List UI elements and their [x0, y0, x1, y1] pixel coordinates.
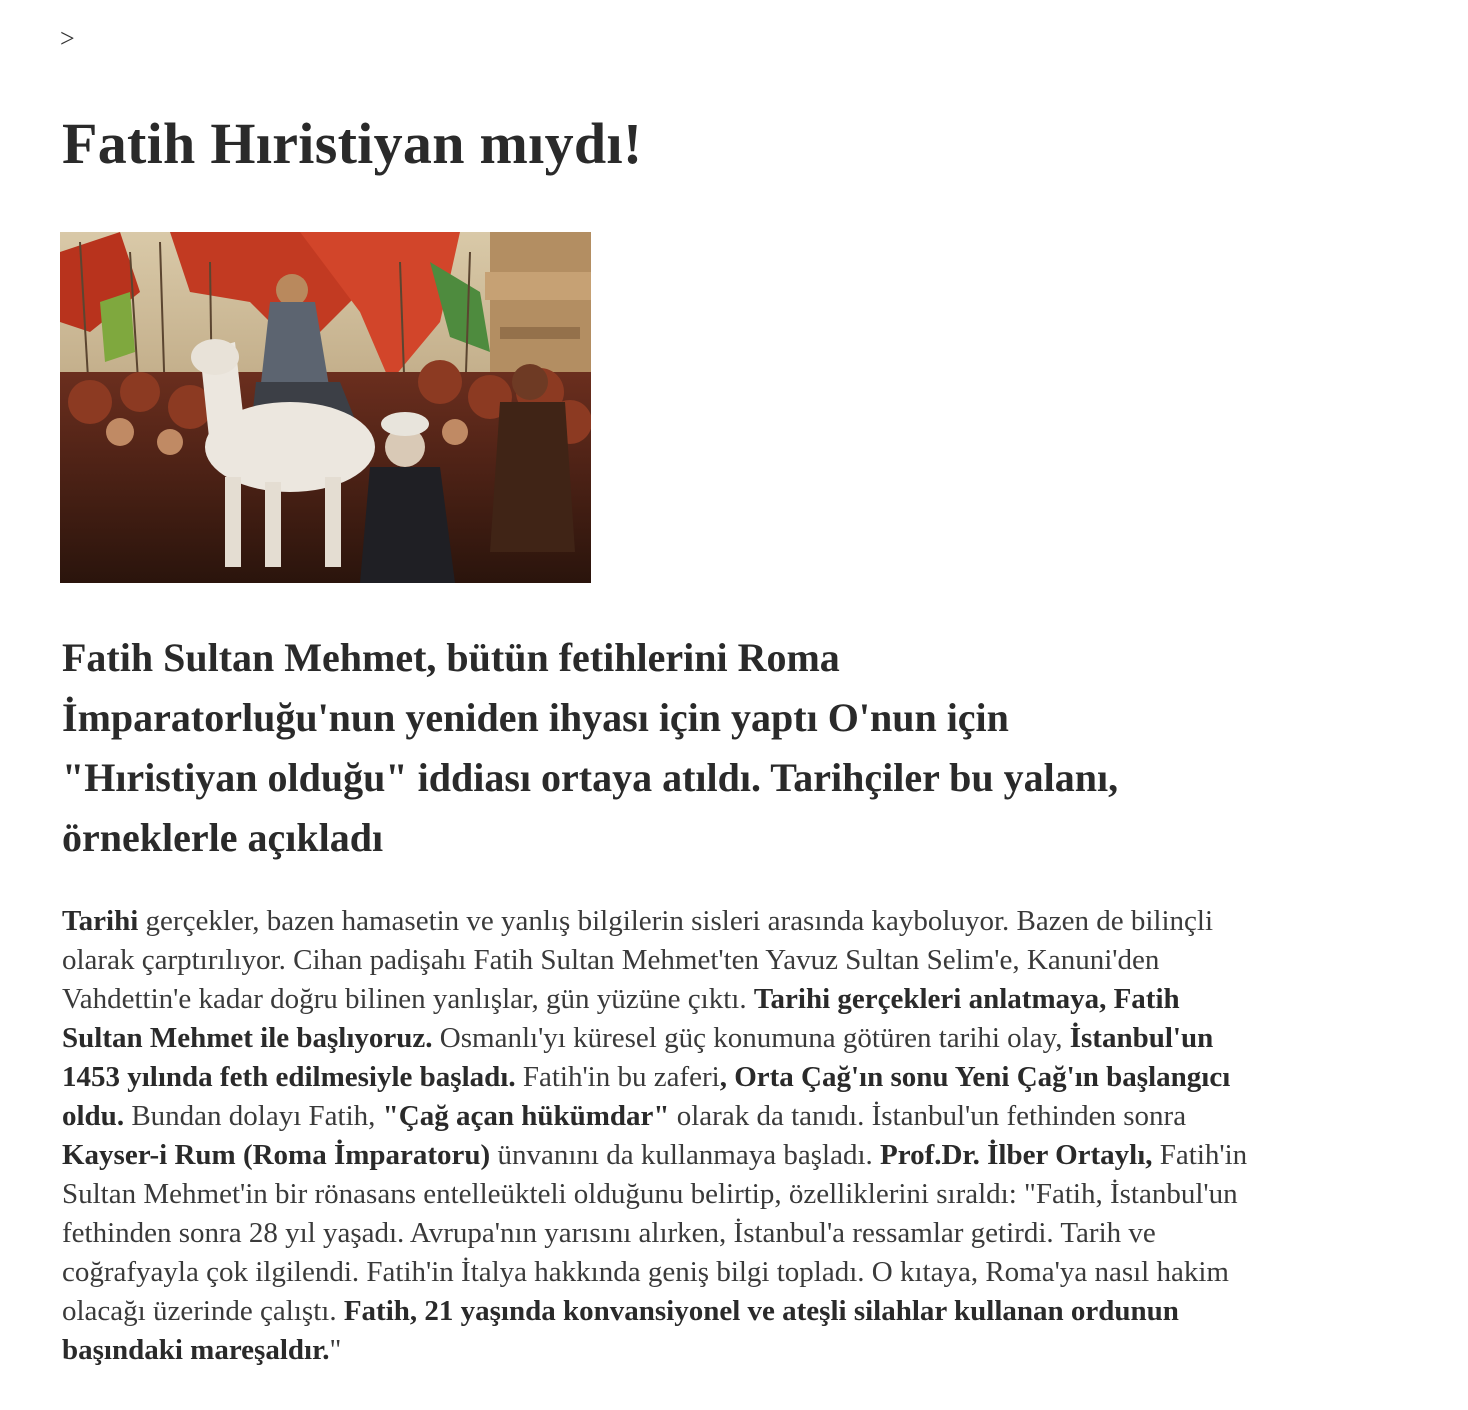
- body-text: Vahdettin'e kadar doğru bilinen yanlışlar, gün yüzüne çıktı.: [62, 983, 754, 1015]
- body-text: gerçekler, bazen hamasetin ve yanlış bilgilerin sisleri arasında kayboluyor. Bazen de bilinçli: [138, 905, 1213, 937]
- bold-text: İstanbul'un: [1069, 1022, 1214, 1054]
- article-body: [62, 902, 1434, 1370]
- bold-text: Fatih, 21 yaşında konvansiyonel ve ateşli silahlar kullanan ordunun: [343, 1295, 1179, 1327]
- body-text: Fatih'in: [1152, 1139, 1248, 1171]
- body-line: [62, 1175, 1434, 1214]
- body-line: [62, 1292, 1434, 1331]
- body-text: Sultan Mehmet'in bir rönasans entelleükteli olduğunu belirtip, özelliklerini sıraldı: "Fatih, İstanbul'un: [62, 1178, 1238, 1210]
- body-text: ünvanını da kullanmaya başladı.: [490, 1139, 881, 1171]
- subheading-line: "Hıristiyan olduğu" iddiası ortaya atıldı. Tarihçiler bu yalanı,: [62, 755, 1119, 800]
- bold-text: başındaki mareşaldır.: [62, 1334, 330, 1366]
- body-line: [62, 1253, 1434, 1292]
- body-line: [62, 1058, 1434, 1097]
- body-line: [62, 980, 1434, 1019]
- body-line: [62, 1136, 1434, 1175]
- body-text: Fatih'in bu zaferi: [515, 1061, 720, 1093]
- bold-text: Prof.Dr. İlber Ortaylı,: [880, 1139, 1153, 1171]
- body-line: [62, 1331, 1434, 1370]
- subheading-line: Fatih Sultan Mehmet, bütün fetihlerini Roma: [62, 635, 840, 680]
- body-line: [62, 1019, 1434, 1058]
- page-title: Fatih Hıristiyan mıydı!: [62, 111, 643, 176]
- body-line: [62, 1097, 1434, 1136]
- body-text: olarak da tanıdı. İstanbul'un fethinden sonra: [669, 1100, 1187, 1132]
- bold-text: Tarihi: [62, 905, 139, 937]
- body-line: [62, 902, 1434, 941]
- bold-text: Sultan Mehmet ile başlıyoruz.: [62, 1022, 433, 1054]
- bold-text: Tarihi gerçekleri anlatmaya, Fatih: [753, 983, 1180, 1015]
- article-hero-image: [60, 232, 591, 583]
- body-text: coğrafyayla çok ilgilendi. Fatih'in İtalya hakkında geniş bilgi topladı. O kıtaya, Roma'ya nasıl hakim: [62, 1256, 1229, 1288]
- body-line: [62, 1214, 1434, 1253]
- body-line: [62, 941, 1434, 980]
- bold-text: "Çağ açan hükümdar": [382, 1100, 670, 1132]
- body-text: Bundan dolayı Fatih,: [124, 1100, 383, 1132]
- breadcrumb-arrow[interactable]: >: [60, 24, 75, 53]
- bold-text: , Orta Çağ'ın sonu Yeni Çağ'ın başlangıcı: [719, 1061, 1231, 1093]
- subheading-line: İmparatorluğu'nun yeniden ihyası için yaptı O'nun için: [62, 695, 1009, 740]
- bold-text: oldu.: [62, 1100, 125, 1132]
- body-text: fethinden sonra 28 yıl yaşadı. Avrupa'nın yarısını alırken, İstanbul'a ressamlar getirdi. Tarih ve: [62, 1217, 1156, 1249]
- body-text: olacağı üzerinde çalıştı.: [62, 1295, 344, 1327]
- subheading-line: örneklerle açıkladı: [62, 815, 384, 860]
- body-text: olarak çarptırılıyor. Cihan padişahı Fatih Sultan Mehmet'ten Yavuz Sultan Selim'e, Kanuni'den: [62, 944, 1160, 976]
- bold-text: 1453 yılında feth edilmesiyle başladı.: [62, 1061, 516, 1093]
- body-text: ": [329, 1334, 342, 1366]
- conquest-painting-illustration: [60, 232, 591, 583]
- body-text: Osmanlı'yı küresel güç konumuna götüren tarihi olay,: [432, 1022, 1070, 1054]
- article-subheading: [62, 628, 1392, 868]
- bold-text: Kayser-i Rum (Roma İmparatoru): [62, 1139, 491, 1171]
